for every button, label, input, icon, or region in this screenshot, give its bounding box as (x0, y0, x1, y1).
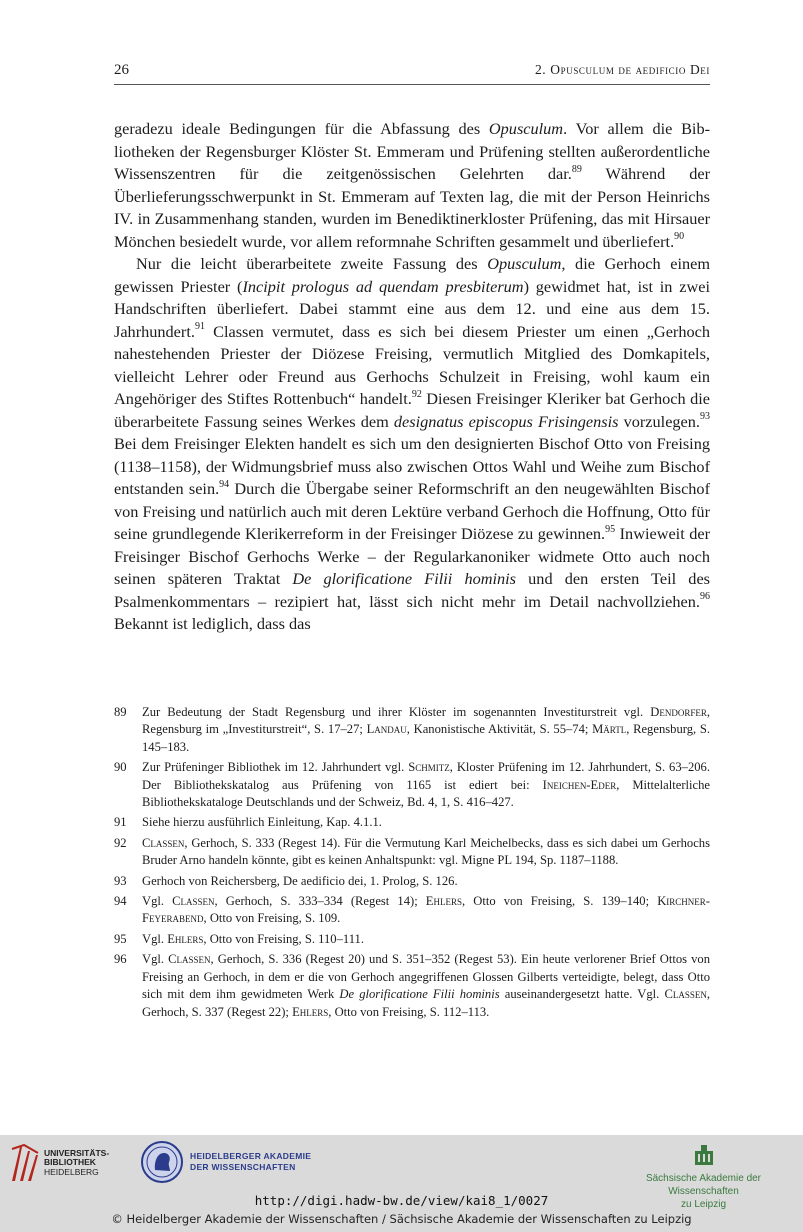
text-run: . Vor allem die Bibliotheken der Regensburger Klöster St. Emmeram und Prüfening stellten außerordentliche Wissenszentren für die zeitgenössischen Gelehrten dar. (114, 119, 711, 183)
text-run: Während der Überlieferungsschwerpunkt in St. Emmeram auf Texten lag, die mit der Person Heinrichs IV. in Zusammenhang standen, wurden im Benediktinerkloster Prüfening, das mit Hirsauer Mönchen besiedelt wurde, vor allem reformnahe Schriften gesammelt und überliefert. (114, 164, 710, 251)
author-name: Classen (168, 952, 211, 967)
footnote (114, 759, 710, 811)
text-run: Vgl. (142, 931, 168, 946)
text-run: , Regensburg, S. 145–183. (142, 722, 710, 754)
page-number: 26 (114, 62, 129, 78)
text-run: und den ersten Teil des Psalmenkommentars – rezipiert hat, lässt sich nicht mehr im Detail nachvollziehen. (114, 569, 711, 611)
footnote-ref[interactable]: 92 (411, 388, 422, 400)
footnote-number: 91 (114, 815, 127, 830)
text-run: , Regensburg im „Investiturstreit“, S. 17–27; (142, 705, 710, 737)
text-run: Zur Prüfeninger Bibliothek im 12. Jahrhundert vgl. (142, 760, 409, 775)
ub-heidelberg-logo[interactable] (10, 1143, 109, 1183)
paragraph-1 (114, 118, 710, 253)
footnote-number: 95 (114, 931, 127, 946)
footnote-ref[interactable]: 94 (219, 478, 230, 490)
text-run: , Otto von Freising, S. 112–113. (328, 1004, 490, 1019)
italic-title: Opusculum (488, 119, 564, 138)
logo-line: HEIDELBERGER AKADEMIE (190, 1151, 312, 1161)
text-run: , Otto von Freising, S. 109. (203, 911, 341, 926)
footnote-text (142, 951, 710, 1021)
logo-line: UNIVERSITÄTS- (44, 1147, 110, 1158)
italic-title: Incipit prologus ad quendam presbiterum (242, 276, 524, 296)
footnote (114, 873, 710, 890)
author-name: Kirchner-Feyerabend (142, 894, 710, 926)
footnote-ref[interactable]: 93 (700, 411, 710, 423)
author-name: Ehlers (167, 931, 204, 946)
italic-title: designatus episcopus Frisingensis (393, 411, 619, 431)
footnote-ref[interactable]: 90 (674, 231, 685, 243)
footnote-number: 89 (114, 705, 127, 719)
footnote (114, 951, 710, 1021)
text-run: , Gerhoch, S. 336 (Regest 20) und S. 351–352 (Regest 53). Ein heute verlorener Brief Ottos von Freising an Gerhoch, in dem er die von Gerhoch angegriffenen Glossen Gilberts verteidigte, belegt, dass Otto sich mit dem ihm gewidmeten Werk (142, 952, 711, 1002)
text-run: Zur Bedeutung der Stadt Regensburg und ihrer Klöster im sogenannten Investiturstreit vgl. (142, 705, 651, 719)
text-run: Vgl. (142, 952, 169, 967)
footnote (114, 835, 710, 870)
footnote-number: 96 (114, 952, 127, 967)
author-name: Landau (366, 722, 407, 737)
text-run: , Kanonistische Aktivität, S. 55–74; (406, 722, 593, 737)
saw-building-icon (693, 1143, 715, 1167)
hadw-logo-text (190, 1151, 311, 1173)
author-name: Ehlers (292, 1004, 329, 1019)
author-name: Classen (172, 894, 215, 909)
footnote-text (142, 873, 710, 890)
author-name: Dendorfer (650, 705, 707, 719)
text-run: die Gerhoch einem gewissen Priester ( (114, 254, 711, 296)
author-name: Ineichen-Eder (542, 777, 617, 792)
text-run: geradezu ideale Bedingungen für die Abfassung des (114, 119, 489, 138)
text-run: auseinandergesetzt hatte. Vgl. (499, 987, 665, 1002)
footnote-number: 90 (114, 760, 127, 775)
text-run: Siehe hierzu ausführlich Einleitung, Kap. 4.1.1. (142, 815, 382, 830)
italic-title: De glorificatione Filii hominis (339, 987, 500, 1002)
text-run: , Otto von Freising, S. 110–111. (203, 931, 364, 946)
running-head-part: pusculum de aedificio (560, 62, 686, 77)
footnote (114, 814, 710, 831)
footnote-text (142, 814, 710, 831)
text-run: ) gewidmet hat, ist in zwei Handschriften überliefert. Dabei stammt eine aus dem 12. und eine aus dem 15. Jahrhundert. (114, 276, 710, 341)
italic-title: Opusculum, (487, 254, 566, 273)
author-name: Classen (664, 987, 707, 1002)
footnote (114, 704, 710, 756)
source-url-link[interactable]: http://digi.hadw-bw.de/view/kai8_1/0027 (254, 1193, 549, 1208)
author-name: Schmitz (408, 760, 450, 775)
text-run: Durch die Übergabe seiner Reformschrift an den neugewählten Bischof von Freising und natürlich auch mit deren Lektüre verband Gerhoch die Hoffnung, Otto für seine grundlegende Klerikerreform in der Freisinger Diözese zu gewinnen. (114, 479, 710, 543)
footnote-ref[interactable]: 95 (605, 523, 616, 535)
running-head (535, 60, 710, 80)
author-name: Ehlers (425, 894, 462, 909)
logo-line: Sächsische Akademie der Wissenschaften (645, 1173, 762, 1197)
text-run: Inwieweit der Freisinger Bischof Gerhochs Werke – der Regularkanoniker widmete Otto auch noch seinen späteren Traktat (114, 524, 711, 588)
logo-line: DER WISSENSCHAFTEN (190, 1162, 296, 1172)
text-run: , Mittelalterliche Bibliothekskataloge Deutschlands und der Schweiz, Bd. 4, 1, S. 416–427. (142, 777, 710, 810)
page-header (114, 60, 710, 85)
footnote-ref[interactable]: 96 (700, 591, 710, 603)
minerva-seal-icon (140, 1140, 184, 1184)
text-run: Gerhoch von Reichersberg, De aedificio dei, 1. Prolog, S. 126. (142, 873, 458, 888)
footnote-number: 94 (114, 894, 127, 909)
ub-mark-icon (10, 1143, 40, 1183)
text-run: Diesen Freisinger Kleriker bat Gerhoch die überarbeitete Fassung seines Werkes dem (114, 389, 711, 431)
text-run: , Gerhoch, S. 333 (Regest 14). Für die Vermutung Karl Meichelbecks, dass es sich dabei um Gerhochs Bruder Arno handeln könnte, gibt es keinen Anhaltspunkt: vgl. Migne PL 194, Sp. 1187–1188. (142, 835, 710, 868)
author-name: Märtl (592, 722, 627, 737)
logo-line: zu Leipzig (680, 1199, 727, 1210)
text-run: , Kloster Prüfening im 12. Jahrhundert, S. 63–206. Der Bibliothekskatalog aus Prüfening von 1165 ist ediert bei: (142, 760, 710, 792)
text-run: Bekannt ist lediglich, dass das (114, 614, 311, 633)
text-run: Bei dem Freisinger Elekten handelt es sich um den designierten Bischof Otto von Freising (1138–1158), der Widmungsbrief muss also zwischen Ottos Wahl und Weihe zum Bischof entstanden sein. (114, 434, 710, 498)
text-run: , Gerhoch, S. 337 (Regest 22); (142, 987, 710, 1019)
footnote-ref[interactable]: 89 (571, 163, 582, 175)
text-run: Classen vermutet, dass es sich bei diesem Priester um einen „Gerhoch nahestehenden Priester der Diözese Freising, vermutlich Mitglied des Domkapitels, vielleicht Lehrer oder Freund aus Gerhochs Schulzeit in Freising, wohl kaum ein Angehöriger des Stiftes Rottenbuch“ handelt. (114, 321, 710, 408)
italic-title: De glorificatione Filii hominis (292, 569, 517, 588)
text-run: , Otto von Freising, S. 139–140; (462, 894, 658, 909)
footnote-number: 92 (114, 835, 127, 850)
footnote-text (142, 835, 710, 870)
logo-line: HEIDELBERG (44, 1166, 99, 1177)
hadw-logo[interactable] (140, 1140, 311, 1184)
running-head-part: D (685, 62, 701, 77)
running-head-part: 2. O (534, 62, 561, 77)
text-run: Nur die leicht überarbeitete zweite Fassung des (136, 254, 488, 273)
text-run: , Gerhoch, S. 333–334 (Regest 14); (214, 894, 426, 909)
footnote-text (142, 893, 710, 928)
logo-line: BIBLIOTHEK (44, 1157, 96, 1168)
paragraph-2 (114, 253, 710, 636)
main-text (114, 118, 710, 636)
author-name: Classen (142, 835, 185, 850)
footnote-text (142, 931, 710, 948)
footnote (114, 931, 710, 948)
footnotes (114, 704, 710, 1024)
copyright-notice: © Heidelberger Akademie der Wissenschaften / Sächsische Akademie der Wissenschaften zu Leipzig (111, 1212, 692, 1226)
text-run: Vgl. (142, 894, 173, 909)
footnote-text (142, 759, 710, 811)
footnote-text (142, 704, 710, 756)
footnote-number: 93 (114, 873, 127, 888)
footnote (114, 893, 710, 928)
footnote-ref[interactable]: 91 (194, 321, 205, 333)
running-head-part: ei (700, 62, 710, 77)
ub-logo-text (44, 1149, 109, 1178)
text-run: vorzulegen. (618, 411, 700, 431)
